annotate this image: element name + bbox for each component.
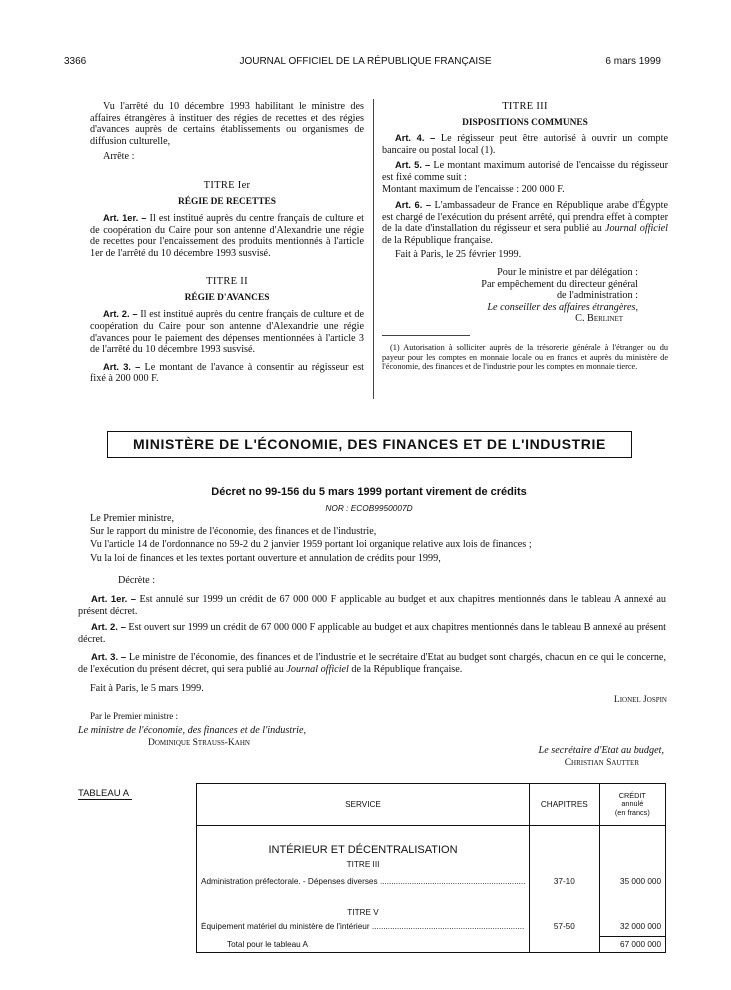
col-credit-line-1: CRÉDIT <box>618 790 646 800</box>
total-amount: 67 000 000 <box>599 937 665 953</box>
decree-article-1-text: Est annulé sur 1999 un crédit de 67 000 000 F applicable au budget et aux chapitres mentionnés dans le tableau A annexé au présent décret. <box>78 594 666 617</box>
article-6-text-end: de la République française. <box>382 234 493 246</box>
issue-date: 6 mars 1999 <box>605 56 661 67</box>
article-3-paragraph <box>90 362 364 385</box>
article-2-label: Art. 2. – <box>103 309 138 320</box>
article-5-paragraph <box>382 160 668 183</box>
signature-line-1: Pour le ministre et par délégation : <box>497 266 638 278</box>
article-2-paragraph <box>90 309 364 355</box>
row-2-chapitre: 57-50 <box>530 917 600 937</box>
decree-article-1-label: Art. 1er. – <box>91 594 137 605</box>
article-3-label: Art. 3. – <box>103 361 141 372</box>
col-service: SERVICE <box>197 784 530 826</box>
article-5-label: Art. 5. – <box>395 160 431 171</box>
arrete-line: Arrête : <box>103 151 135 163</box>
journal-officiel-ref: Journal officiel <box>604 223 669 235</box>
column-divider <box>373 99 374 399</box>
fait-a-paris-2: Fait à Paris, le 5 mars 1999. <box>90 683 204 694</box>
row-1-amount: 35 000 000 <box>599 873 665 891</box>
minister-title: Le ministre de l'économie, des finances et de l'industrie, <box>78 725 307 736</box>
journal-title: JOURNAL OFFICIEL DE LA RÉPUBLIQUE FRANÇAISE <box>239 56 492 67</box>
left-column <box>90 101 364 385</box>
decree-line-4: Vu la loi de finances et les textes portant ouverture et annulation de crédits pour 1999, <box>90 553 441 564</box>
tableau-label: TABLEAU A <box>78 788 132 800</box>
article-6-paragraph <box>382 200 668 246</box>
titre-3-subheading: DISPOSITIONS COMMUNES <box>462 118 588 128</box>
titre-1-heading: TITRE Ier <box>203 179 251 191</box>
fait-a-paris-1: Fait à Paris, le 25 février 1999. <box>395 249 522 261</box>
article-4-text: Le régisseur peut être autorisé à ouvrir un compte bancaire ou postal local (1). <box>382 133 668 156</box>
article-4-paragraph <box>382 133 668 156</box>
article-6-text: L'ambassadeur de France en République arabe d'Égypte est chargé de l'exécution du présent arrêté, qui prendra effet à compter de la date d'installation du régisseur et sera publié au <box>382 199 669 235</box>
section-heading: INTÉRIEUR ET DÉCENTRALISATION <box>197 826 530 856</box>
decrete-line: Décrète : <box>118 575 156 586</box>
secretary-title: Le secrétaire d'Etat au budget, <box>538 745 664 756</box>
signature-block <box>382 267 668 325</box>
row-2-service: Équipement matériel du ministère de l'intérieur ..... <box>201 922 525 931</box>
right-column <box>382 101 668 372</box>
col-credit-line-3: (en francs) <box>614 807 650 817</box>
vu-paragraph: Vu l'arrêté du 10 décembre 1993 habilitant le ministre des affaires étrangères à instituer des régies de recettes et des régies d'avances auprès de certains établissements ou organismes de diffusion culturelle, <box>90 101 364 147</box>
table-row <box>197 917 666 937</box>
article-6-label: Art. 6. – <box>395 199 432 210</box>
par-le-premier-ministre: Par le Premier ministre : <box>90 711 178 721</box>
section-row <box>197 826 666 856</box>
decree-article-2-text: Est ouvert sur 1999 un crédit de 67 000 000 F applicable au budget et aux chapitres mentionnés dans le tableau B annexé au présent décret. <box>78 622 666 645</box>
titre-2-subheading: RÉGIE D'AVANCES <box>184 293 270 304</box>
table-row <box>197 873 666 891</box>
article-5-text: Le montant maximum autorisé de l'encaisse du régisseur est fixé comme suit : <box>382 160 668 183</box>
footnote-rule <box>382 335 470 336</box>
row-2-amount: 32 000 000 <box>599 917 665 937</box>
col-chapitres: CHAPITRES <box>530 784 600 826</box>
titre-row <box>197 891 666 917</box>
article-1-text: Il est institué auprès du centre français de culture et de coopération du Caire pour son antenne d'Alexandrie une régie de recettes pour l'encaissement des produits mentionnés à l'article 1er de l'arrêté du 10 décembre 1993 susvisé. <box>90 212 364 259</box>
decree-line-3: Vu l'article 14 de l'ordonnance no 59-2 du 2 janvier 1959 portant loi organique relative aux lois de finances ; <box>90 539 532 550</box>
decree-nor: NOR : ECOB9950007D <box>325 503 413 513</box>
signature-line-2: Par empêchement du directeur général <box>481 278 638 290</box>
credits-table <box>196 783 666 953</box>
ministry-banner: MINISTÈRE DE L'ÉCONOMIE, DES FINANCES ET DE L'INDUSTRIE <box>107 431 632 458</box>
decree-article-3-label: Art. 3. – <box>91 652 127 663</box>
col-credit <box>599 784 665 826</box>
footnote: (1) Autorisation à solliciter auprès de la trésorerie générale à l'étranger ou du payeur pour les comptes en monnaie locale ou en francs et auprès du ministère de l'économie, des finances et de l'industrie pour les comptes en monnaie tierce. <box>382 342 668 372</box>
decree-article-3 <box>78 652 666 675</box>
decree-article-1 <box>78 594 666 617</box>
page-number: 3366 <box>64 56 87 67</box>
signer-premier-ministre: Lionel Jospin <box>613 695 667 705</box>
titre-row <box>197 856 666 873</box>
row-1-service: Administration préfectorale. - Dépenses diverses ..... <box>201 877 525 886</box>
col-credit-line-2: annulé <box>621 799 644 809</box>
table-titre-5: TITRE V <box>197 891 530 917</box>
signature-name: C. Berlinet <box>575 313 623 325</box>
total-row <box>197 937 666 953</box>
decree-line-2: Sur le rapport du ministre de l'économie, des finances et de l'industrie, <box>90 526 377 537</box>
decree-line-1: Le Premier ministre, <box>90 513 175 524</box>
titre-1-subheading: RÉGIE DE RECETTES <box>178 196 276 207</box>
article-5-amount: Montant maximum de l'encaisse : 200 000 F. <box>382 184 565 196</box>
decree-article-2-label: Art. 2. – <box>91 622 126 633</box>
table-header-row <box>197 784 666 826</box>
decree-article-3-text-end: de la République française. <box>351 663 463 675</box>
article-1-paragraph <box>90 213 364 259</box>
decree-article-2 <box>78 622 666 645</box>
titre-3-heading: TITRE III <box>502 101 548 112</box>
table-titre-3: TITRE III <box>197 856 530 873</box>
minister-name: Dominique Strauss-Kahn <box>148 738 250 748</box>
article-2-text: Il est institué auprès du centre français de culture et de coopération du Caire pour son antenne d'Alexandrie une régie d'avances pour le paiement des dépenses mentionnées à l'article 3 de l'arrêté du 10 décembre 1993 susvisé. <box>90 309 364 356</box>
titre-2-heading: TITRE II <box>206 276 248 288</box>
signature-line-4: Le conseiller des affaires étrangères, <box>487 301 638 313</box>
article-3-text: Le montant de l'avance à consentir au régisseur est fixé à 200 000 F. <box>90 361 364 385</box>
secretary-name: Christian Sautter <box>564 758 639 768</box>
total-label: Total pour le tableau A <box>197 937 530 953</box>
article-4-label: Art. 4. – <box>395 133 436 143</box>
article-1-label: Art. 1er. – <box>103 212 147 223</box>
row-1-chapitre: 37-10 <box>530 873 600 891</box>
decree-title: Décret no 99-156 du 5 mars 1999 portant virement de crédits <box>211 486 527 498</box>
decree-article-3-text: Le ministre de l'économie, des finances et de l'industrie et le secrétaire d'Etat au budget sont chargés, chacun en ce qui le concerne, de l'exécution du présent décret, qui sera publié au <box>78 652 666 675</box>
decree-journal-officiel-ref: Journal officiel <box>286 663 349 675</box>
signature-line-3: de l'administration : <box>556 290 638 302</box>
